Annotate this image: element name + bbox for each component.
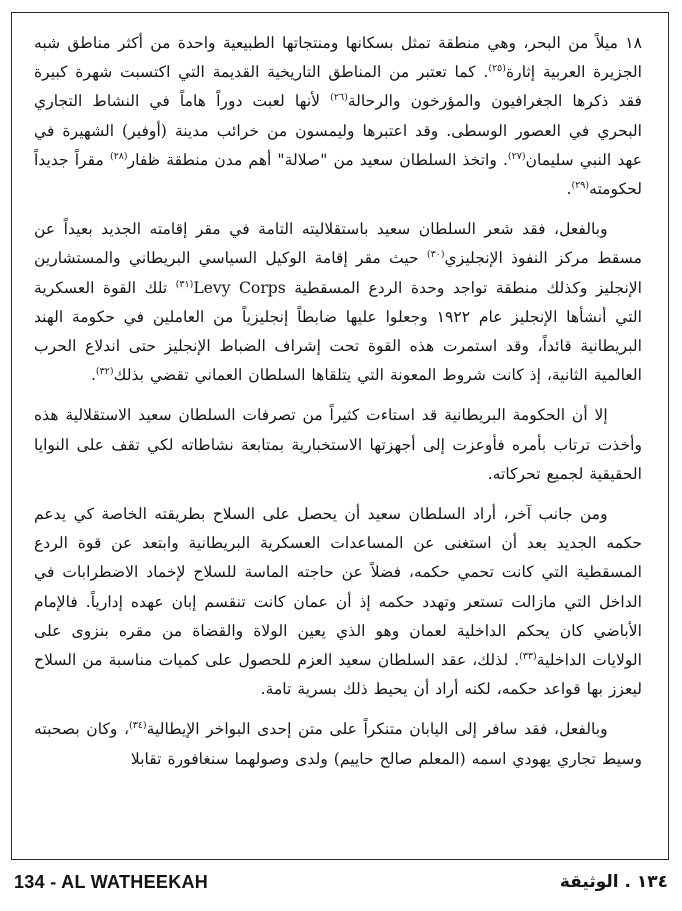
paragraph-text: . واتخذ السلطان سعيد من "صلالة" أهم مدن منطقة ظفار (127, 150, 508, 169)
paragraph-text: . كما تعتبر من المناطق التاريخية القديمة التي اكتسبت شهرة كبيرة فقد ذكرها الجغرافيون والمؤرخون والرحالة (34, 63, 642, 111)
paragraph-text: إلا أن الحكومة البريطانية قد استاءت كثيراً من تصرفات السلطان سعيد الاستقلالية هذه وأخذت ترتاب بأمره فأوعزت إلى أجهزتها الاستخبارية بمتابعة نشاطاته لكي تقف على النوايا الحقيقية لجميع تحركاته. (34, 406, 642, 483)
paragraph-text: . لذلك، عقد السلطان سعيد العزم للحصول على كميات مناسبة من السلاح ليعزز بها قواعد حكمه، لكنه أراد أن يحيط ذلك بسرية تامة. (34, 651, 642, 699)
paragraph-text: . (566, 180, 572, 199)
paragraph-text: وبالفعل، فقد سافر إلى اليابان متنكراً على متن إحدى البواخر الإيطالية (146, 720, 608, 739)
paragraph-text: تلك القوة العسكرية التي أنشأها الإنجليز عام ١٩٢٢ وجعلوا عليها ضابطاً إنجليزياً من العاملين في حكومة الهند البريطانية قائداً، وقد استمرت هذه القوة تحت إشراف الضباط الإنجليز حتى اندلاع الحرب العالمية الثانية، إذ كانت شروط المعونة التي يتلقاها السلطان العماني تقضي بذلك (34, 278, 642, 385)
footnote-ref-31: (٣١) (175, 278, 194, 290)
footnote-ref-29: (٢٩) (571, 179, 590, 191)
footnote-ref-34: (٣٤) (128, 720, 147, 732)
paragraph-text: ومن جانب آخر، أراد السلطان سعيد أن يحصل على السلاح بطريقته الخاصة كي يدعم حكمه الجديد بعد أن استغنى عن المساعدات العسكرية البريطانية وابتعد عن قوة الردع المسقطية التي كانت تحمي حكمه، فضلاً عن حاجته الماسة للسلاح لإخماد الاضطرابات في الداخل التي مازالت تستعر وتهدد حكمه إذ أن عمان كانت تنقسم إبان عهده إدارياً. فالإمام الأباضي كان يحكم الداخلية لعمان وهو الذي يعين الولاة والقضاة من مقره بنزوى على الولايات الداخلية (34, 505, 642, 670)
footnote-ref-33: (٣٣) (519, 650, 537, 662)
paragraph-2 (34, 215, 642, 390)
paragraph-text: مقراً جديداً لحكومته (34, 150, 642, 199)
footer-page-label-arabic: ١٣٤ . الوثيقة (559, 872, 668, 892)
paragraph-4 (34, 500, 642, 704)
footnote-ref-32: (٣٢) (95, 366, 114, 378)
paragraph-5 (34, 715, 642, 773)
paragraph-1 (34, 29, 642, 204)
footnote-ref-27: (٢٧) (507, 150, 526, 162)
paragraph-text: ، وكان بصحبته وسيط تجاري يهودي اسمه (المعلم صالح حاييم) ولدى وصولهما سنغافورة تقابلا (34, 720, 642, 768)
paragraph-text: . (90, 366, 96, 385)
footnote-ref-25: (٢٥) (488, 63, 506, 75)
paragraph-text: وبالفعل، فقد شعر السلطان سعيد باستقلاليته التامة في مقر إقامته الجديد بعيداً عن مسقط مركز النفوذ الإنجليزي (34, 220, 642, 268)
footer-page-label-latin: 134 - AL WATHEEKAH (14, 871, 209, 892)
paragraph-3 (34, 401, 642, 489)
footnote-ref-26: (٢٦) (330, 92, 348, 104)
footnote-ref-28: (٢٨) (109, 150, 128, 162)
page-footer (14, 868, 668, 896)
paragraph-text: لأنها لعبت دوراً هاماً في النشاط التجاري البحري في العصور الوسطى. وقد اعتبرها وليمسون من خرائب مدينة (أوفير) الشهيرة في عهد النبي سليمان (34, 92, 642, 169)
paragraph-text: حيث مقر إقامة الوكيل السياسي البريطاني والمستشارين الإنجليز وكذلك منطقة تواجد وحدة الردع المسقطية Levy Corps (34, 249, 643, 297)
text-frame (11, 12, 669, 860)
footnote-ref-30: (٣٠) (426, 249, 445, 261)
paragraph-text: ١٨ ميلاً من البحر، وهي منطقة تمثل بسكانها ومنتجاتها الطبيعية واحدة من أكثر مناطق شبه الجزيرة العربية إثارة (34, 34, 642, 82)
